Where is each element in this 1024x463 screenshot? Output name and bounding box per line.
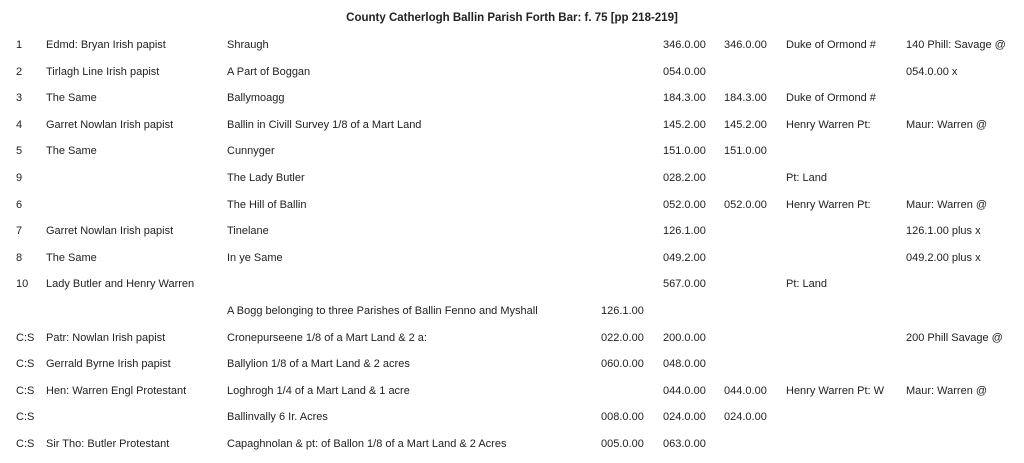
row-number: 3 <box>16 92 23 105</box>
table-row <box>0 112 1024 139</box>
value-col-2: 184.3.00 <box>663 92 706 105</box>
table-row <box>0 245 1024 272</box>
note: 049.2.00 plus x <box>906 251 981 264</box>
value-col-3: 145.2.00 <box>724 118 767 131</box>
proprietor-name: Lady Butler and Henry Warren <box>46 278 195 291</box>
value-col-2: 346.0.00 <box>663 39 706 51</box>
new-owner: Pt: Land <box>786 278 827 291</box>
table-row <box>0 85 1024 112</box>
row-number: C:S <box>16 411 35 424</box>
new-owner: Duke of Ormond # <box>786 92 876 105</box>
value-col-2: 145.2.00 <box>663 118 706 131</box>
value-col-1: 126.1.00 <box>601 304 644 317</box>
land-denomination: A Part of Boggan <box>227 65 311 78</box>
proprietor-name: Edmd: Bryan Irish papist <box>46 39 166 51</box>
row-number: 4 <box>16 118 23 131</box>
value-col-2: 567.0.00 <box>663 278 706 291</box>
row-number: C:S <box>16 331 35 344</box>
records-table <box>0 32 1024 458</box>
row-number: 5 <box>16 145 23 158</box>
land-denomination: Tinelane <box>227 225 269 238</box>
row-number: 2 <box>16 65 23 78</box>
land-denomination: Loghrogh 1/4 of a Mart Land & 1 acre <box>227 384 410 397</box>
value-col-1: 008.0.00 <box>601 411 644 424</box>
row-number: C:S <box>16 437 35 450</box>
row-number: 9 <box>16 171 23 184</box>
value-col-1: 005.0.00 <box>601 437 644 450</box>
table-row <box>0 32 1024 59</box>
value-col-1: 060.0.00 <box>601 358 644 371</box>
table-row <box>0 378 1024 405</box>
proprietor-name: The Same <box>46 251 97 264</box>
table-row <box>0 218 1024 245</box>
table-row <box>0 165 1024 192</box>
note: 126.1.00 plus x <box>906 225 981 238</box>
land-denomination: Capaghnolan & pt: of Ballon 1/8 of a Mart Land & 2 Acres <box>227 437 507 450</box>
proprietor-name: Garret Nowlan Irish papist <box>46 118 174 131</box>
row-number: 7 <box>16 225 23 238</box>
note: Maur: Warren @ <box>906 384 988 397</box>
new-owner: Henry Warren Pt: W <box>786 384 884 397</box>
value-col-2: 028.2.00 <box>663 171 706 184</box>
new-owner: Henry Warren Pt: <box>786 198 871 211</box>
table-row <box>0 298 1024 325</box>
proprietor-name: Sir Tho: Butler Protestant <box>46 437 170 450</box>
land-denomination: Shraugh <box>227 39 269 51</box>
value-col-2: 054.0.00 <box>663 65 706 78</box>
table-row <box>0 351 1024 378</box>
row-number: 8 <box>16 251 23 264</box>
table-row <box>0 59 1024 86</box>
note: 054.0.00 x <box>906 65 958 78</box>
value-col-2: 151.0.00 <box>663 145 706 158</box>
value-col-2: 052.0.00 <box>663 198 706 211</box>
value-col-2: 044.0.00 <box>663 384 706 397</box>
proprietor-name: Patr: Nowlan Irish papist <box>46 331 166 344</box>
note: Maur: Warren @ <box>906 118 988 131</box>
proprietor-name: Gerrald Byrne Irish papist <box>46 358 171 371</box>
land-denomination: In ye Same <box>227 251 283 264</box>
row-number: 10 <box>16 278 29 291</box>
table-row <box>0 138 1024 165</box>
proprietor-name: The Same <box>46 92 97 105</box>
table-row <box>0 404 1024 431</box>
value-col-3: 346.0.00 <box>724 39 767 51</box>
value-col-3: 151.0.00 <box>724 145 767 158</box>
proprietor-name: Tirlagh Line Irish papist <box>46 65 160 78</box>
new-owner: Pt: Land <box>786 171 827 184</box>
land-denomination: Ballin in Civill Survey 1/8 of a Mart Land <box>227 118 422 131</box>
value-col-2: 200.0.00 <box>663 331 706 344</box>
value-col-2: 024.0.00 <box>663 411 706 424</box>
value-col-3: 044.0.00 <box>724 384 767 397</box>
table-row <box>0 271 1024 298</box>
value-col-2: 048.0.00 <box>663 358 706 371</box>
note: 140 Phill: Savage @ <box>906 39 1006 51</box>
page-title: County Catherlogh Ballin Parish Forth Bar: f. 75 [pp 218-219] <box>346 12 678 24</box>
land-denomination: Cronepurseene 1/8 of a Mart Land & 2 a: <box>227 331 427 344</box>
row-number: C:S <box>16 384 35 397</box>
new-owner: Duke of Ormond # <box>786 39 876 51</box>
proprietor-name: The Same <box>46 145 97 158</box>
table-row <box>0 325 1024 352</box>
value-col-2: 126.1.00 <box>663 225 706 238</box>
value-col-3: 052.0.00 <box>724 198 767 211</box>
land-denomination: Cunnyger <box>227 145 275 158</box>
row-number: 6 <box>16 198 23 211</box>
value-col-2: 063.0.00 <box>663 437 706 450</box>
row-number: C:S <box>16 358 35 371</box>
value-col-3: 024.0.00 <box>724 411 767 424</box>
land-denomination: The Hill of Ballin <box>227 198 307 211</box>
proprietor-name: Garret Nowlan Irish papist <box>46 225 174 238</box>
land-denomination: Ballylion 1/8 of a Mart Land & 2 acres <box>227 358 410 371</box>
proprietor-name: Hen: Warren Engl Protestant <box>46 384 187 397</box>
value-col-1: 022.0.00 <box>601 331 644 344</box>
note: Maur: Warren @ <box>906 198 988 211</box>
note: 200 Phill Savage @ <box>906 331 1003 344</box>
row-number: 1 <box>16 39 23 51</box>
table-row <box>0 192 1024 219</box>
land-denomination: Ballinvally 6 Ir. Acres <box>227 411 328 424</box>
table-row <box>0 431 1024 458</box>
new-owner: Henry Warren Pt: <box>786 118 871 131</box>
value-col-2: 049.2.00 <box>663 251 706 264</box>
value-col-3: 184.3.00 <box>724 92 767 105</box>
land-denomination: Ballymoagg <box>227 92 285 105</box>
land-denomination: The Lady Butler <box>227 171 305 184</box>
land-denomination: A Bogg belonging to three Parishes of Ballin Fenno and Myshall <box>227 304 538 317</box>
